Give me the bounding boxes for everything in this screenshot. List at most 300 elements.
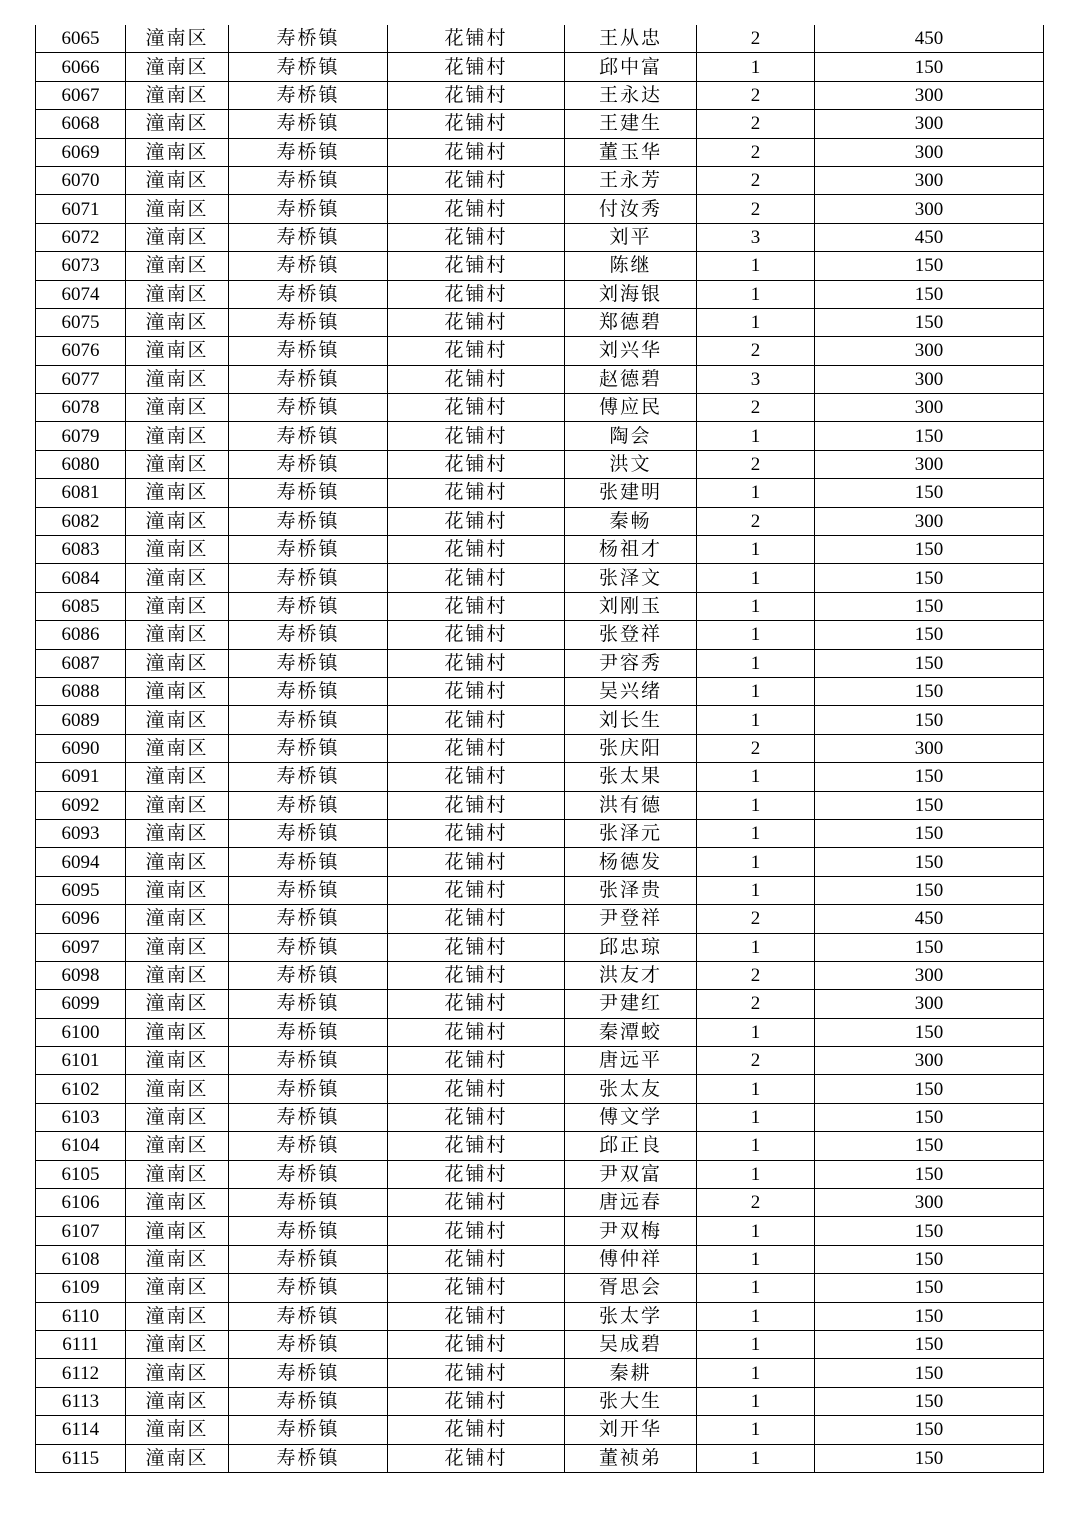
amount-cell: 150 — [815, 1103, 1044, 1131]
count-cell: 1 — [697, 677, 815, 705]
amount-cell: 300 — [815, 110, 1044, 138]
table-row — [36, 1330, 1044, 1358]
count-cell: 1 — [697, 1359, 815, 1387]
count-cell: 3 — [697, 365, 815, 393]
village-cell: 花铺村 — [388, 649, 565, 677]
count-cell: 1 — [697, 1387, 815, 1415]
amount-cell: 150 — [815, 308, 1044, 336]
count-cell: 1 — [697, 848, 815, 876]
amount-cell: 150 — [815, 1330, 1044, 1358]
table-row — [36, 677, 1044, 705]
district-cell: 潼南区 — [126, 1075, 229, 1103]
town-cell: 寿桥镇 — [229, 848, 388, 876]
table-row — [36, 450, 1044, 478]
table-row — [36, 592, 1044, 620]
table-row — [36, 734, 1044, 762]
town-cell: 寿桥镇 — [229, 81, 388, 109]
row-number-cell: 6101 — [36, 1047, 126, 1075]
row-number-cell: 6097 — [36, 933, 126, 961]
row-number-cell: 6079 — [36, 422, 126, 450]
table-row — [36, 479, 1044, 507]
district-cell: 潼南区 — [126, 1387, 229, 1415]
town-cell: 寿桥镇 — [229, 166, 388, 194]
village-cell: 花铺村 — [388, 1274, 565, 1302]
town-cell: 寿桥镇 — [229, 1387, 388, 1415]
amount-cell: 150 — [815, 592, 1044, 620]
table-row — [36, 195, 1044, 223]
person-name-cell: 刘海银 — [565, 280, 697, 308]
amount-cell: 150 — [815, 649, 1044, 677]
beneficiary-table — [35, 25, 1044, 1473]
village-cell: 花铺村 — [388, 1018, 565, 1046]
town-cell: 寿桥镇 — [229, 1330, 388, 1358]
table-row — [36, 507, 1044, 535]
row-number-cell: 6099 — [36, 990, 126, 1018]
town-cell: 寿桥镇 — [229, 1444, 388, 1472]
amount-cell: 150 — [815, 876, 1044, 904]
table-row — [36, 1132, 1044, 1160]
amount-cell: 300 — [815, 195, 1044, 223]
village-cell: 花铺村 — [388, 1444, 565, 1472]
row-number-cell: 6114 — [36, 1416, 126, 1444]
town-cell: 寿桥镇 — [229, 961, 388, 989]
table-row — [36, 1075, 1044, 1103]
district-cell: 潼南区 — [126, 621, 229, 649]
person-name-cell: 王从忠 — [565, 25, 697, 53]
amount-cell: 150 — [815, 706, 1044, 734]
count-cell: 1 — [697, 621, 815, 649]
town-cell: 寿桥镇 — [229, 819, 388, 847]
town-cell: 寿桥镇 — [229, 876, 388, 904]
count-cell: 1 — [697, 536, 815, 564]
town-cell: 寿桥镇 — [229, 365, 388, 393]
district-cell: 潼南区 — [126, 195, 229, 223]
district-cell: 潼南区 — [126, 308, 229, 336]
person-name-cell: 邱忠琼 — [565, 933, 697, 961]
village-cell: 花铺村 — [388, 450, 565, 478]
village-cell: 花铺村 — [388, 621, 565, 649]
village-cell: 花铺村 — [388, 1302, 565, 1330]
table-row — [36, 564, 1044, 592]
person-name-cell: 洪文 — [565, 450, 697, 478]
person-name-cell: 董祯弟 — [565, 1444, 697, 1472]
row-number-cell: 6084 — [36, 564, 126, 592]
village-cell: 花铺村 — [388, 677, 565, 705]
amount-cell: 450 — [815, 905, 1044, 933]
amount-cell: 150 — [815, 1416, 1044, 1444]
row-number-cell: 6091 — [36, 763, 126, 791]
town-cell: 寿桥镇 — [229, 53, 388, 81]
count-cell: 2 — [697, 81, 815, 109]
town-cell: 寿桥镇 — [229, 536, 388, 564]
person-name-cell: 尹容秀 — [565, 649, 697, 677]
village-cell: 花铺村 — [388, 1075, 565, 1103]
town-cell: 寿桥镇 — [229, 337, 388, 365]
village-cell: 花铺村 — [388, 961, 565, 989]
village-cell: 花铺村 — [388, 280, 565, 308]
count-cell: 1 — [697, 252, 815, 280]
person-name-cell: 王永达 — [565, 81, 697, 109]
count-cell: 2 — [697, 394, 815, 422]
count-cell: 1 — [697, 1302, 815, 1330]
district-cell: 潼南区 — [126, 536, 229, 564]
table-row — [36, 1387, 1044, 1415]
district-cell: 潼南区 — [126, 990, 229, 1018]
town-cell: 寿桥镇 — [229, 1302, 388, 1330]
district-cell: 潼南区 — [126, 933, 229, 961]
town-cell: 寿桥镇 — [229, 479, 388, 507]
person-name-cell: 张太友 — [565, 1075, 697, 1103]
village-cell: 花铺村 — [388, 308, 565, 336]
amount-cell: 300 — [815, 337, 1044, 365]
village-cell: 花铺村 — [388, 819, 565, 847]
district-cell: 潼南区 — [126, 763, 229, 791]
village-cell: 花铺村 — [388, 1132, 565, 1160]
village-cell: 花铺村 — [388, 365, 565, 393]
count-cell: 2 — [697, 961, 815, 989]
row-number-cell: 6080 — [36, 450, 126, 478]
table-row — [36, 791, 1044, 819]
person-name-cell: 张太果 — [565, 763, 697, 791]
village-cell: 花铺村 — [388, 734, 565, 762]
district-cell: 潼南区 — [126, 1416, 229, 1444]
amount-cell: 150 — [815, 1359, 1044, 1387]
person-name-cell: 董玉华 — [565, 138, 697, 166]
row-number-cell: 6093 — [36, 819, 126, 847]
count-cell: 2 — [697, 138, 815, 166]
person-name-cell: 王建生 — [565, 110, 697, 138]
count-cell: 2 — [697, 1189, 815, 1217]
count-cell: 1 — [697, 1132, 815, 1160]
village-cell: 花铺村 — [388, 422, 565, 450]
person-name-cell: 刘平 — [565, 223, 697, 251]
village-cell: 花铺村 — [388, 536, 565, 564]
amount-cell: 450 — [815, 25, 1044, 53]
person-name-cell: 刘刚玉 — [565, 592, 697, 620]
person-name-cell: 杨德发 — [565, 848, 697, 876]
row-number-cell: 6094 — [36, 848, 126, 876]
district-cell: 潼南区 — [126, 961, 229, 989]
person-name-cell: 张建明 — [565, 479, 697, 507]
village-cell: 花铺村 — [388, 1359, 565, 1387]
count-cell: 1 — [697, 1075, 815, 1103]
amount-cell: 300 — [815, 365, 1044, 393]
person-name-cell: 傅应民 — [565, 394, 697, 422]
count-cell: 1 — [697, 422, 815, 450]
table-row — [36, 933, 1044, 961]
district-cell: 潼南区 — [126, 1330, 229, 1358]
amount-cell: 300 — [815, 166, 1044, 194]
row-number-cell: 6096 — [36, 905, 126, 933]
village-cell: 花铺村 — [388, 706, 565, 734]
amount-cell: 150 — [815, 479, 1044, 507]
village-cell: 花铺村 — [388, 848, 565, 876]
district-cell: 潼南区 — [126, 1160, 229, 1188]
district-cell: 潼南区 — [126, 25, 229, 53]
village-cell: 花铺村 — [388, 1416, 565, 1444]
table-row — [36, 1160, 1044, 1188]
row-number-cell: 6072 — [36, 223, 126, 251]
row-number-cell: 6115 — [36, 1444, 126, 1472]
table-row — [36, 876, 1044, 904]
person-name-cell: 傅仲祥 — [565, 1245, 697, 1273]
row-number-cell: 6104 — [36, 1132, 126, 1160]
row-number-cell: 6066 — [36, 53, 126, 81]
town-cell: 寿桥镇 — [229, 734, 388, 762]
person-name-cell: 张登祥 — [565, 621, 697, 649]
district-cell: 潼南区 — [126, 706, 229, 734]
district-cell: 潼南区 — [126, 1047, 229, 1075]
table-row — [36, 138, 1044, 166]
person-name-cell: 邱中富 — [565, 53, 697, 81]
row-number-cell: 6085 — [36, 592, 126, 620]
row-number-cell: 6110 — [36, 1302, 126, 1330]
person-name-cell: 秦耕 — [565, 1359, 697, 1387]
village-cell: 花铺村 — [388, 905, 565, 933]
table-row — [36, 422, 1044, 450]
table-row — [36, 365, 1044, 393]
person-name-cell: 尹登祥 — [565, 905, 697, 933]
count-cell: 1 — [697, 1444, 815, 1472]
person-name-cell: 尹双富 — [565, 1160, 697, 1188]
district-cell: 潼南区 — [126, 422, 229, 450]
row-number-cell: 6069 — [36, 138, 126, 166]
person-name-cell: 刘长生 — [565, 706, 697, 734]
count-cell: 2 — [697, 195, 815, 223]
village-cell: 花铺村 — [388, 1330, 565, 1358]
district-cell: 潼南区 — [126, 592, 229, 620]
district-cell: 潼南区 — [126, 110, 229, 138]
town-cell: 寿桥镇 — [229, 706, 388, 734]
row-number-cell: 6106 — [36, 1189, 126, 1217]
person-name-cell: 张泽元 — [565, 819, 697, 847]
town-cell: 寿桥镇 — [229, 1416, 388, 1444]
town-cell: 寿桥镇 — [229, 422, 388, 450]
amount-cell: 150 — [815, 791, 1044, 819]
table-row — [36, 53, 1044, 81]
village-cell: 花铺村 — [388, 1103, 565, 1131]
person-name-cell: 刘兴华 — [565, 337, 697, 365]
person-name-cell: 吴成碧 — [565, 1330, 697, 1358]
district-cell: 潼南区 — [126, 81, 229, 109]
amount-cell: 300 — [815, 1047, 1044, 1075]
amount-cell: 150 — [815, 1245, 1044, 1273]
amount-cell: 450 — [815, 223, 1044, 251]
amount-cell: 300 — [815, 138, 1044, 166]
town-cell: 寿桥镇 — [229, 1189, 388, 1217]
row-number-cell: 6103 — [36, 1103, 126, 1131]
row-number-cell: 6077 — [36, 365, 126, 393]
count-cell: 1 — [697, 649, 815, 677]
village-cell: 花铺村 — [388, 1189, 565, 1217]
table-row — [36, 990, 1044, 1018]
person-name-cell: 张泽文 — [565, 564, 697, 592]
amount-cell: 150 — [815, 677, 1044, 705]
district-cell: 潼南区 — [126, 1245, 229, 1273]
district-cell: 潼南区 — [126, 1359, 229, 1387]
table-row — [36, 223, 1044, 251]
village-cell: 花铺村 — [388, 110, 565, 138]
count-cell: 3 — [697, 223, 815, 251]
district-cell: 潼南区 — [126, 1018, 229, 1046]
count-cell: 1 — [697, 791, 815, 819]
village-cell: 花铺村 — [388, 763, 565, 791]
person-name-cell: 张大生 — [565, 1387, 697, 1415]
village-cell: 花铺村 — [388, 223, 565, 251]
count-cell: 2 — [697, 450, 815, 478]
town-cell: 寿桥镇 — [229, 223, 388, 251]
table-row — [36, 706, 1044, 734]
table-row — [36, 1245, 1044, 1273]
district-cell: 潼南区 — [126, 252, 229, 280]
row-number-cell: 6107 — [36, 1217, 126, 1245]
village-cell: 花铺村 — [388, 990, 565, 1018]
amount-cell: 300 — [815, 394, 1044, 422]
person-name-cell: 陶会 — [565, 422, 697, 450]
row-number-cell: 6076 — [36, 337, 126, 365]
person-name-cell: 赵德碧 — [565, 365, 697, 393]
table-row — [36, 25, 1044, 53]
table-body — [36, 25, 1044, 1472]
village-cell: 花铺村 — [388, 195, 565, 223]
table-row — [36, 1047, 1044, 1075]
village-cell: 花铺村 — [388, 25, 565, 53]
village-cell: 花铺村 — [388, 1245, 565, 1273]
district-cell: 潼南区 — [126, 507, 229, 535]
row-number-cell: 6071 — [36, 195, 126, 223]
person-name-cell: 秦潭蛟 — [565, 1018, 697, 1046]
amount-cell: 150 — [815, 1302, 1044, 1330]
village-cell: 花铺村 — [388, 1160, 565, 1188]
table-row — [36, 1189, 1044, 1217]
town-cell: 寿桥镇 — [229, 677, 388, 705]
count-cell: 2 — [697, 110, 815, 138]
row-number-cell: 6086 — [36, 621, 126, 649]
person-name-cell: 洪友才 — [565, 961, 697, 989]
table-row — [36, 1217, 1044, 1245]
person-name-cell: 王永芳 — [565, 166, 697, 194]
person-name-cell: 唐远春 — [565, 1189, 697, 1217]
table-row — [36, 763, 1044, 791]
town-cell: 寿桥镇 — [229, 507, 388, 535]
count-cell: 2 — [697, 990, 815, 1018]
table-row — [36, 110, 1044, 138]
table-row — [36, 961, 1044, 989]
table-row — [36, 166, 1044, 194]
town-cell: 寿桥镇 — [229, 138, 388, 166]
person-name-cell: 洪有德 — [565, 791, 697, 819]
town-cell: 寿桥镇 — [229, 25, 388, 53]
table-row — [36, 848, 1044, 876]
table-row — [36, 81, 1044, 109]
person-name-cell: 秦畅 — [565, 507, 697, 535]
district-cell: 潼南区 — [126, 848, 229, 876]
row-number-cell: 6082 — [36, 507, 126, 535]
town-cell: 寿桥镇 — [229, 1103, 388, 1131]
town-cell: 寿桥镇 — [229, 394, 388, 422]
row-number-cell: 6112 — [36, 1359, 126, 1387]
row-number-cell: 6098 — [36, 961, 126, 989]
district-cell: 潼南区 — [126, 734, 229, 762]
person-name-cell: 邱正良 — [565, 1132, 697, 1160]
count-cell: 2 — [697, 507, 815, 535]
table-row — [36, 621, 1044, 649]
village-cell: 花铺村 — [388, 53, 565, 81]
amount-cell: 150 — [815, 763, 1044, 791]
town-cell: 寿桥镇 — [229, 195, 388, 223]
table-row — [36, 1416, 1044, 1444]
district-cell: 潼南区 — [126, 1103, 229, 1131]
village-cell: 花铺村 — [388, 81, 565, 109]
count-cell: 2 — [697, 1047, 815, 1075]
person-name-cell: 唐远平 — [565, 1047, 697, 1075]
amount-cell: 300 — [815, 450, 1044, 478]
district-cell: 潼南区 — [126, 53, 229, 81]
town-cell: 寿桥镇 — [229, 308, 388, 336]
count-cell: 1 — [697, 1330, 815, 1358]
district-cell: 潼南区 — [126, 1302, 229, 1330]
town-cell: 寿桥镇 — [229, 1359, 388, 1387]
table-row — [36, 819, 1044, 847]
town-cell: 寿桥镇 — [229, 450, 388, 478]
row-number-cell: 6105 — [36, 1160, 126, 1188]
village-cell: 花铺村 — [388, 394, 565, 422]
table-row — [36, 308, 1044, 336]
table-row — [36, 280, 1044, 308]
district-cell: 潼南区 — [126, 1132, 229, 1160]
person-name-cell: 陈继 — [565, 252, 697, 280]
district-cell: 潼南区 — [126, 1274, 229, 1302]
village-cell: 花铺村 — [388, 592, 565, 620]
amount-cell: 150 — [815, 848, 1044, 876]
row-number-cell: 6092 — [36, 791, 126, 819]
town-cell: 寿桥镇 — [229, 763, 388, 791]
row-number-cell: 6075 — [36, 308, 126, 336]
amount-cell: 150 — [815, 53, 1044, 81]
count-cell: 1 — [697, 1160, 815, 1188]
count-cell: 2 — [697, 25, 815, 53]
amount-cell: 300 — [815, 1189, 1044, 1217]
count-cell: 2 — [697, 166, 815, 194]
amount-cell: 300 — [815, 81, 1044, 109]
count-cell: 1 — [697, 564, 815, 592]
village-cell: 花铺村 — [388, 479, 565, 507]
district-cell: 潼南区 — [126, 876, 229, 904]
row-number-cell: 6070 — [36, 166, 126, 194]
amount-cell: 300 — [815, 961, 1044, 989]
district-cell: 潼南区 — [126, 677, 229, 705]
amount-cell: 150 — [815, 621, 1044, 649]
district-cell: 潼南区 — [126, 1444, 229, 1472]
amount-cell: 150 — [815, 280, 1044, 308]
town-cell: 寿桥镇 — [229, 649, 388, 677]
count-cell: 2 — [697, 734, 815, 762]
table-row — [36, 1274, 1044, 1302]
district-cell: 潼南区 — [126, 1217, 229, 1245]
row-number-cell: 6081 — [36, 479, 126, 507]
town-cell: 寿桥镇 — [229, 280, 388, 308]
row-number-cell: 6088 — [36, 677, 126, 705]
district-cell: 潼南区 — [126, 365, 229, 393]
row-number-cell: 6090 — [36, 734, 126, 762]
table-row — [36, 536, 1044, 564]
amount-cell: 150 — [815, 1274, 1044, 1302]
count-cell: 1 — [697, 876, 815, 904]
row-number-cell: 6108 — [36, 1245, 126, 1273]
count-cell: 1 — [697, 706, 815, 734]
village-cell: 花铺村 — [388, 507, 565, 535]
town-cell: 寿桥镇 — [229, 621, 388, 649]
